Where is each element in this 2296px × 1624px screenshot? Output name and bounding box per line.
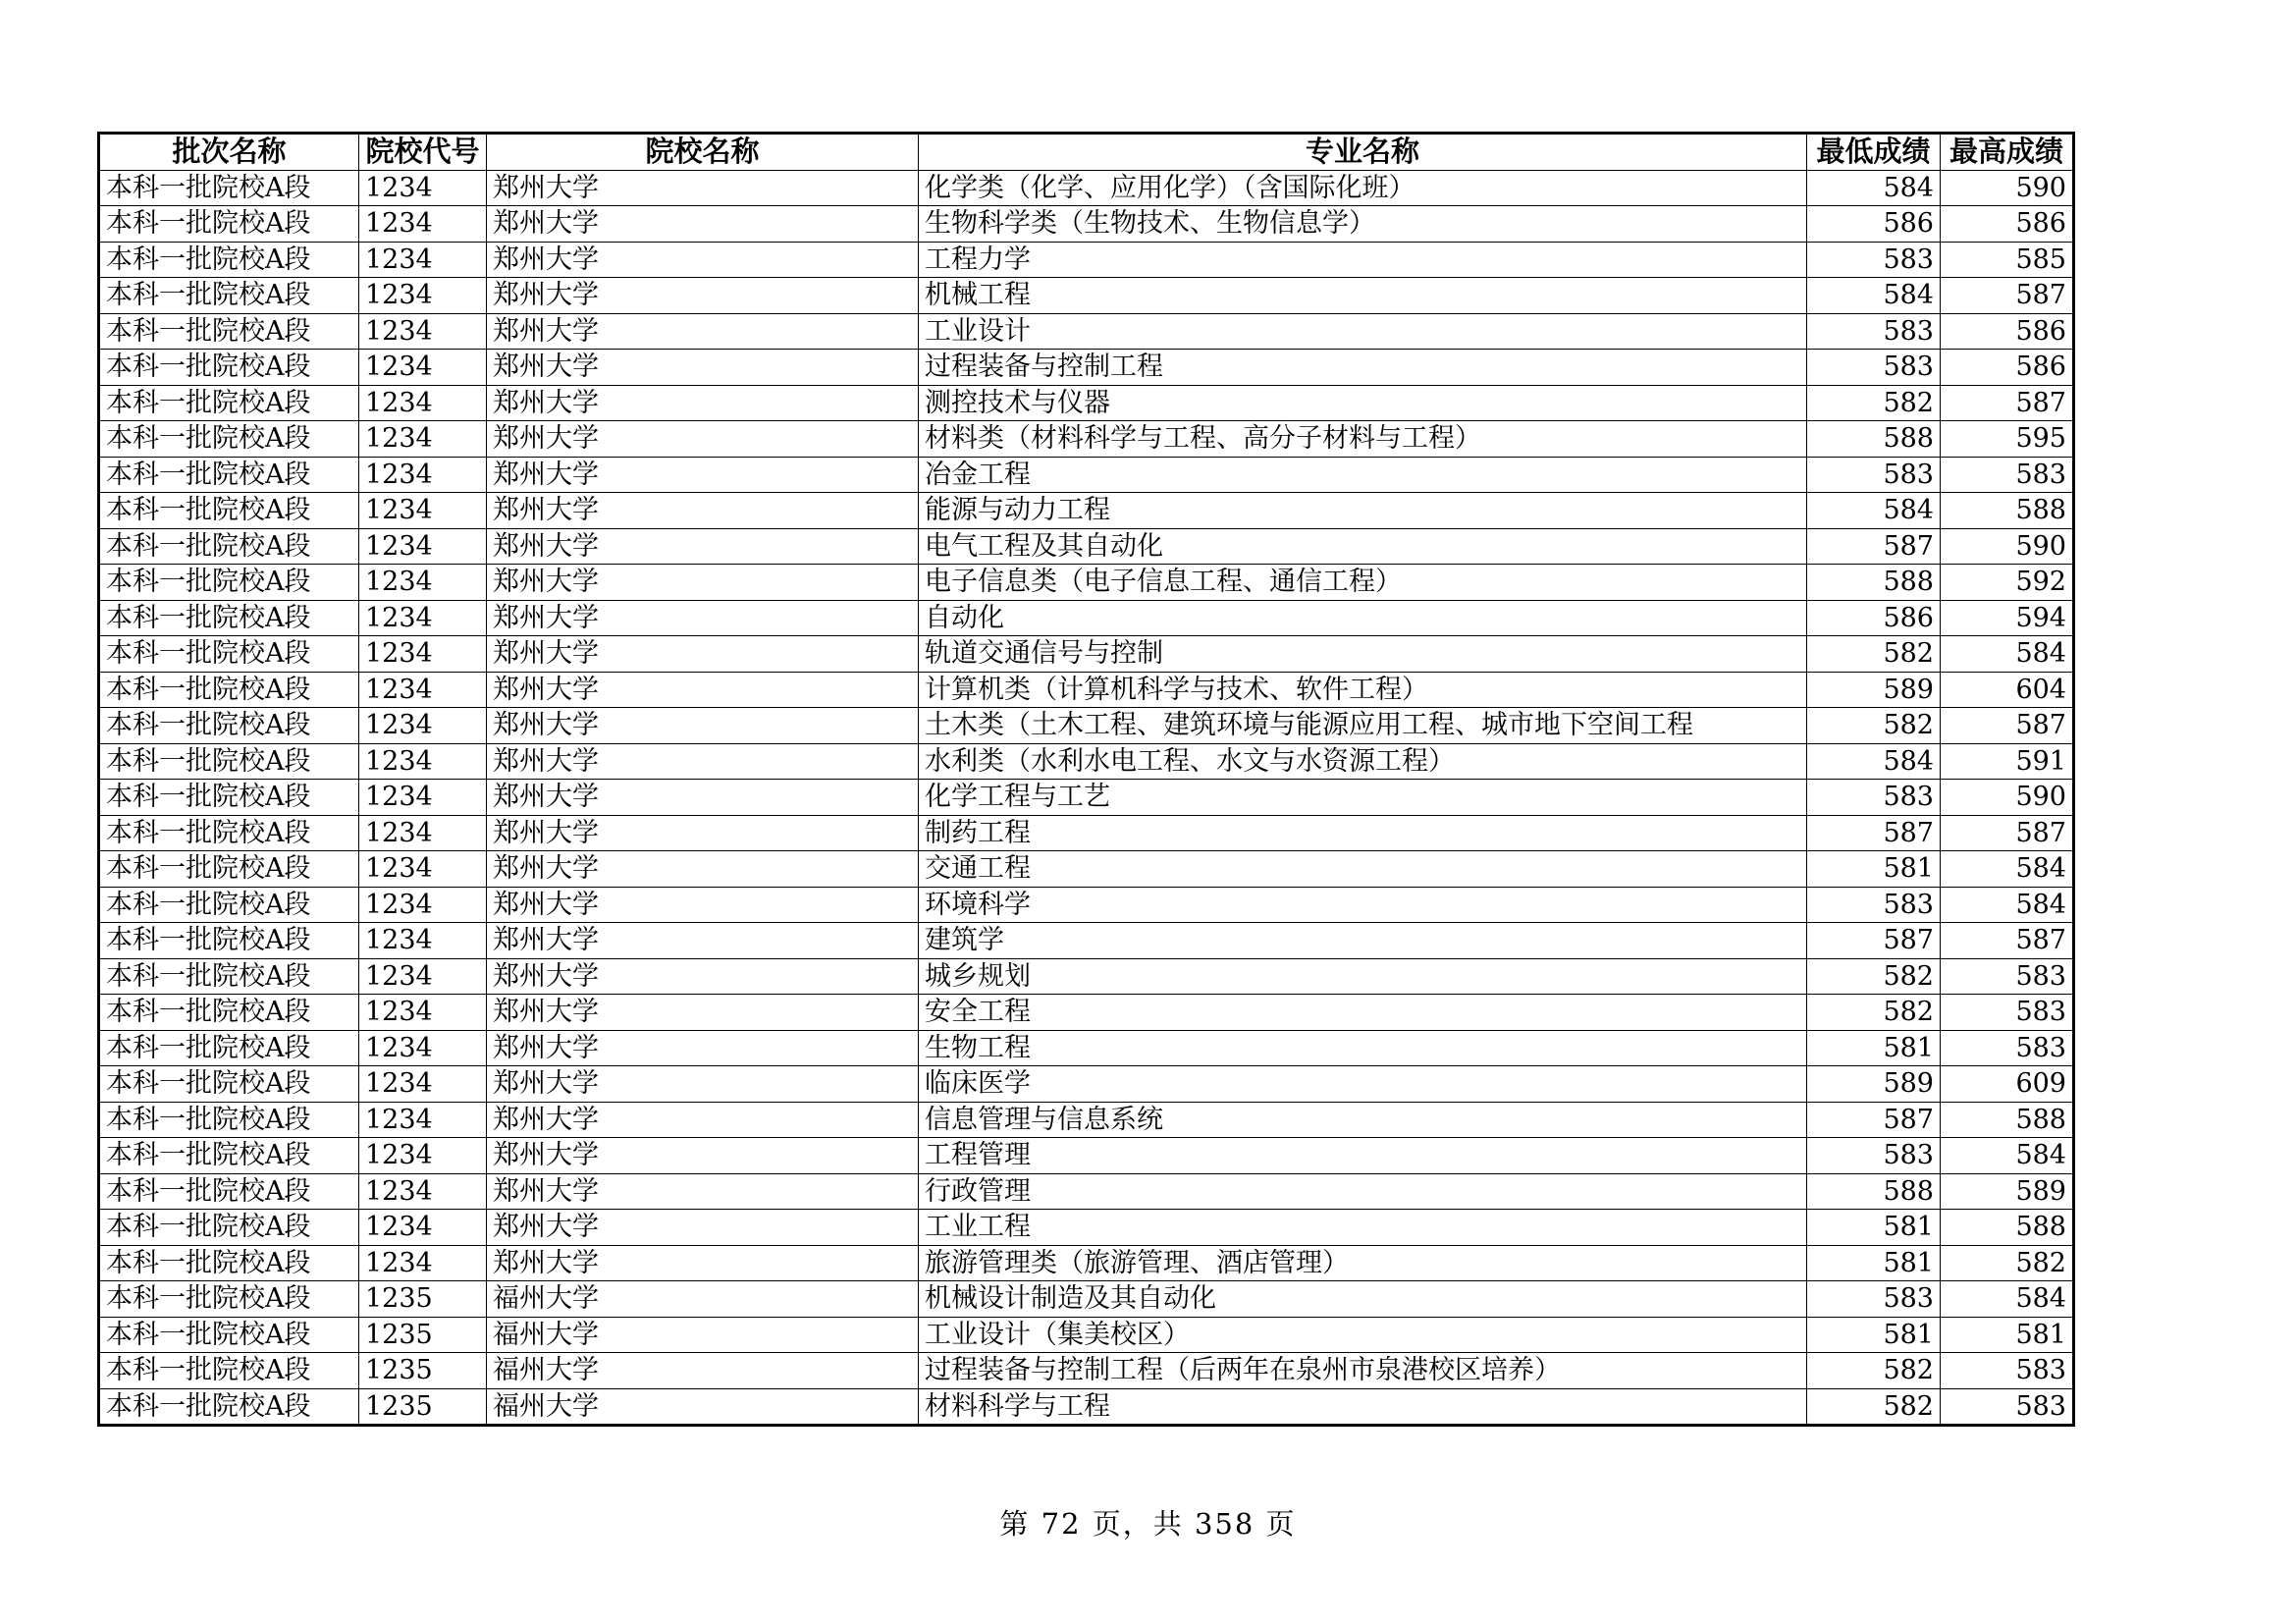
school-code-cell: 1234 <box>359 242 487 278</box>
batch-name-cell: 本科一批院校A段 <box>99 815 359 851</box>
major-name-cell: 电子信息类（电子信息工程、通信工程） <box>919 565 1807 601</box>
max-score-cell: 587 <box>1941 385 2074 421</box>
batch-name-cell: 本科一批院校A段 <box>99 528 359 565</box>
major-name-cell: 交通工程 <box>919 851 1807 888</box>
school-code-cell: 1234 <box>359 815 487 851</box>
school-code-cell: 1234 <box>359 995 487 1031</box>
max-score-cell: 583 <box>1941 1030 2074 1066</box>
school-name-cell: 郑州大学 <box>487 242 919 278</box>
max-score-cell: 591 <box>1941 743 2074 780</box>
table-row <box>99 780 2074 816</box>
school-name-cell: 郑州大学 <box>487 1066 919 1103</box>
major-name-cell: 化学工程与工艺 <box>919 780 1807 816</box>
batch-name-cell: 本科一批院校A段 <box>99 493 359 529</box>
school-code-cell: 1234 <box>359 636 487 673</box>
school-code-cell: 1234 <box>359 958 487 995</box>
major-name-cell: 过程装备与控制工程（后两年在泉州市泉港校区培养） <box>919 1353 1807 1389</box>
table-row <box>99 958 2074 995</box>
table-row <box>99 565 2074 601</box>
major-name-cell: 行政管理 <box>919 1173 1807 1210</box>
major-name-cell: 制药工程 <box>919 815 1807 851</box>
max-score-cell: 587 <box>1941 708 2074 744</box>
table-row <box>99 457 2074 493</box>
max-score-cell: 594 <box>1941 600 2074 636</box>
batch-name-cell: 本科一批院校A段 <box>99 600 359 636</box>
school-code-cell: 1234 <box>359 1138 487 1174</box>
school-code-cell: 1234 <box>359 1245 487 1281</box>
school-name-cell: 郑州大学 <box>487 170 919 206</box>
min-score-cell: 583 <box>1807 457 1941 493</box>
school-code-cell: 1234 <box>359 780 487 816</box>
major-name-cell: 水利类（水利水电工程、水文与水资源工程） <box>919 743 1807 780</box>
min-score-cell: 583 <box>1807 780 1941 816</box>
table-row <box>99 887 2074 923</box>
batch-name-cell: 本科一批院校A段 <box>99 1353 359 1389</box>
school-code-cell: 1234 <box>359 851 487 888</box>
school-code-cell: 1234 <box>359 421 487 458</box>
school-name-cell: 郑州大学 <box>487 565 919 601</box>
max-score-cell: 590 <box>1941 528 2074 565</box>
max-score-cell: 589 <box>1941 1173 2074 1210</box>
batch-name-cell: 本科一批院校A段 <box>99 1245 359 1281</box>
table-row <box>99 672 2074 708</box>
min-score-cell: 589 <box>1807 1066 1941 1103</box>
max-score-cell: 587 <box>1941 923 2074 959</box>
batch-name-cell: 本科一批院校A段 <box>99 1210 359 1246</box>
school-name-cell: 郑州大学 <box>487 1138 919 1174</box>
min-score-cell: 583 <box>1807 313 1941 350</box>
max-score-cell: 592 <box>1941 565 2074 601</box>
batch-name-cell: 本科一批院校A段 <box>99 1138 359 1174</box>
batch-name-cell: 本科一批院校A段 <box>99 780 359 816</box>
school-name-cell: 郑州大学 <box>487 1210 919 1246</box>
batch-name-cell: 本科一批院校A段 <box>99 421 359 458</box>
school-name-cell: 郑州大学 <box>487 1245 919 1281</box>
school-code-cell: 1234 <box>359 923 487 959</box>
max-score-cell: 583 <box>1941 995 2074 1031</box>
table-body <box>99 170 2074 1426</box>
max-score-cell: 586 <box>1941 206 2074 243</box>
major-name-cell: 环境科学 <box>919 887 1807 923</box>
min-score-cell: 581 <box>1807 851 1941 888</box>
max-score-cell: 581 <box>1941 1317 2074 1353</box>
school-name-cell: 郑州大学 <box>487 672 919 708</box>
min-score-cell: 581 <box>1807 1030 1941 1066</box>
max-score-cell: 609 <box>1941 1066 2074 1103</box>
max-score-cell: 590 <box>1941 780 2074 816</box>
table-row <box>99 995 2074 1031</box>
table-row <box>99 528 2074 565</box>
max-score-cell: 586 <box>1941 313 2074 350</box>
major-name-cell: 机械工程 <box>919 278 1807 314</box>
major-name-cell: 电气工程及其自动化 <box>919 528 1807 565</box>
batch-name-cell: 本科一批院校A段 <box>99 457 359 493</box>
table-row <box>99 206 2074 243</box>
batch-name-cell: 本科一批院校A段 <box>99 1030 359 1066</box>
school-name-cell: 福州大学 <box>487 1281 919 1318</box>
table-row <box>99 851 2074 888</box>
major-name-cell: 工程管理 <box>919 1138 1807 1174</box>
batch-name-cell: 本科一批院校A段 <box>99 851 359 888</box>
header-school-name: 院校名称 <box>487 134 919 171</box>
min-score-cell: 588 <box>1807 1173 1941 1210</box>
school-name-cell: 郑州大学 <box>487 887 919 923</box>
batch-name-cell: 本科一批院校A段 <box>99 1317 359 1353</box>
table-row <box>99 350 2074 386</box>
school-code-cell: 1235 <box>359 1353 487 1389</box>
major-name-cell: 工业设计（集美校区） <box>919 1317 1807 1353</box>
major-name-cell: 安全工程 <box>919 995 1807 1031</box>
major-name-cell: 化学类（化学、应用化学）（含国际化班） <box>919 170 1807 206</box>
min-score-cell: 584 <box>1807 493 1941 529</box>
major-name-cell: 自动化 <box>919 600 1807 636</box>
table-row <box>99 815 2074 851</box>
batch-name-cell: 本科一批院校A段 <box>99 385 359 421</box>
page-footer: 第 72 页，共 358 页 <box>999 1507 1297 1541</box>
school-code-cell: 1234 <box>359 887 487 923</box>
min-score-cell: 587 <box>1807 815 1941 851</box>
header-min-score: 最低成绩 <box>1807 134 1941 171</box>
min-score-cell: 589 <box>1807 672 1941 708</box>
max-score-cell: 587 <box>1941 815 2074 851</box>
batch-name-cell: 本科一批院校A段 <box>99 958 359 995</box>
min-score-cell: 582 <box>1807 636 1941 673</box>
school-name-cell: 郑州大学 <box>487 851 919 888</box>
min-score-cell: 583 <box>1807 1138 1941 1174</box>
batch-name-cell: 本科一批院校A段 <box>99 887 359 923</box>
batch-name-cell: 本科一批院校A段 <box>99 708 359 744</box>
batch-name-cell: 本科一批院校A段 <box>99 1102 359 1138</box>
table-header-row <box>99 134 2074 171</box>
school-code-cell: 1234 <box>359 600 487 636</box>
table-row <box>99 1317 2074 1353</box>
batch-name-cell: 本科一批院校A段 <box>99 995 359 1031</box>
school-code-cell: 1235 <box>359 1388 487 1426</box>
max-score-cell: 583 <box>1941 1388 2074 1426</box>
school-code-cell: 1234 <box>359 1102 487 1138</box>
max-score-cell: 584 <box>1941 887 2074 923</box>
max-score-cell: 588 <box>1941 493 2074 529</box>
school-code-cell: 1234 <box>359 528 487 565</box>
table-row <box>99 923 2074 959</box>
school-name-cell: 郑州大学 <box>487 600 919 636</box>
table-row <box>99 1102 2074 1138</box>
min-score-cell: 587 <box>1807 1102 1941 1138</box>
max-score-cell: 584 <box>1941 1138 2074 1174</box>
school-code-cell: 1234 <box>359 493 487 529</box>
school-name-cell: 郑州大学 <box>487 923 919 959</box>
school-name-cell: 郑州大学 <box>487 1173 919 1210</box>
max-score-cell: 588 <box>1941 1102 2074 1138</box>
school-name-cell: 福州大学 <box>487 1388 919 1426</box>
min-score-cell: 583 <box>1807 242 1941 278</box>
table-row <box>99 636 2074 673</box>
school-code-cell: 1234 <box>359 743 487 780</box>
table-row <box>99 1388 2074 1426</box>
max-score-cell: 586 <box>1941 350 2074 386</box>
batch-name-cell: 本科一批院校A段 <box>99 1281 359 1318</box>
major-name-cell: 轨道交通信号与控制 <box>919 636 1807 673</box>
min-score-cell: 588 <box>1807 565 1941 601</box>
min-score-cell: 583 <box>1807 887 1941 923</box>
min-score-cell: 588 <box>1807 421 1941 458</box>
batch-name-cell: 本科一批院校A段 <box>99 242 359 278</box>
school-code-cell: 1234 <box>359 708 487 744</box>
school-code-cell: 1234 <box>359 206 487 243</box>
school-name-cell: 郑州大学 <box>487 815 919 851</box>
header-max-score: 最高成绩 <box>1941 134 2074 171</box>
max-score-cell: 584 <box>1941 1281 2074 1318</box>
min-score-cell: 583 <box>1807 1281 1941 1318</box>
major-name-cell: 能源与动力工程 <box>919 493 1807 529</box>
min-score-cell: 586 <box>1807 600 1941 636</box>
header-batch-name: 批次名称 <box>99 134 359 171</box>
school-name-cell: 福州大学 <box>487 1353 919 1389</box>
batch-name-cell: 本科一批院校A段 <box>99 1066 359 1103</box>
batch-name-cell: 本科一批院校A段 <box>99 170 359 206</box>
max-score-cell: 584 <box>1941 851 2074 888</box>
header-major-name: 专业名称 <box>919 134 1807 171</box>
school-name-cell: 郑州大学 <box>487 1030 919 1066</box>
major-name-cell: 材料类（材料科学与工程、高分子材料与工程） <box>919 421 1807 458</box>
major-name-cell: 工程力学 <box>919 242 1807 278</box>
table-row <box>99 313 2074 350</box>
batch-name-cell: 本科一批院校A段 <box>99 1388 359 1426</box>
min-score-cell: 581 <box>1807 1245 1941 1281</box>
min-score-cell: 582 <box>1807 958 1941 995</box>
school-code-cell: 1234 <box>359 672 487 708</box>
min-score-cell: 586 <box>1807 206 1941 243</box>
batch-name-cell: 本科一批院校A段 <box>99 278 359 314</box>
table-row <box>99 1173 2074 1210</box>
school-code-cell: 1234 <box>359 1173 487 1210</box>
school-code-cell: 1234 <box>359 350 487 386</box>
min-score-cell: 587 <box>1807 528 1941 565</box>
school-code-cell: 1234 <box>359 1210 487 1246</box>
school-name-cell: 郑州大学 <box>487 636 919 673</box>
school-name-cell: 郑州大学 <box>487 313 919 350</box>
max-score-cell: 588 <box>1941 1210 2074 1246</box>
school-code-cell: 1234 <box>359 313 487 350</box>
major-name-cell: 土木类（土木工程、建筑环境与能源应用工程、城市地下空间工程 <box>919 708 1807 744</box>
major-name-cell: 冶金工程 <box>919 457 1807 493</box>
max-score-cell: 584 <box>1941 636 2074 673</box>
school-name-cell: 郑州大学 <box>487 528 919 565</box>
major-name-cell: 建筑学 <box>919 923 1807 959</box>
major-name-cell: 旅游管理类（旅游管理、酒店管理） <box>919 1245 1807 1281</box>
batch-name-cell: 本科一批院校A段 <box>99 350 359 386</box>
min-score-cell: 582 <box>1807 1388 1941 1426</box>
min-score-cell: 587 <box>1807 923 1941 959</box>
min-score-cell: 581 <box>1807 1317 1941 1353</box>
major-name-cell: 过程装备与控制工程 <box>919 350 1807 386</box>
major-name-cell: 生物工程 <box>919 1030 1807 1066</box>
min-score-cell: 584 <box>1807 170 1941 206</box>
table-row <box>99 278 2074 314</box>
min-score-cell: 582 <box>1807 995 1941 1031</box>
school-name-cell: 郑州大学 <box>487 350 919 386</box>
table-row <box>99 708 2074 744</box>
table-row <box>99 421 2074 458</box>
major-name-cell: 计算机类（计算机科学与技术、软件工程） <box>919 672 1807 708</box>
max-score-cell: 587 <box>1941 278 2074 314</box>
school-name-cell: 郑州大学 <box>487 385 919 421</box>
school-name-cell: 郑州大学 <box>487 457 919 493</box>
max-score-cell: 595 <box>1941 421 2074 458</box>
table-row <box>99 1030 2074 1066</box>
table-row <box>99 242 2074 278</box>
major-name-cell: 信息管理与信息系统 <box>919 1102 1807 1138</box>
min-score-cell: 582 <box>1807 708 1941 744</box>
max-score-cell: 583 <box>1941 457 2074 493</box>
table-row <box>99 170 2074 206</box>
min-score-cell: 581 <box>1807 1210 1941 1246</box>
table-row <box>99 1210 2074 1246</box>
school-name-cell: 郑州大学 <box>487 958 919 995</box>
table-row <box>99 743 2074 780</box>
table-row <box>99 385 2074 421</box>
major-name-cell: 临床医学 <box>919 1066 1807 1103</box>
school-name-cell: 郑州大学 <box>487 995 919 1031</box>
max-score-cell: 590 <box>1941 170 2074 206</box>
school-name-cell: 郑州大学 <box>487 278 919 314</box>
table-row <box>99 1353 2074 1389</box>
batch-name-cell: 本科一批院校A段 <box>99 565 359 601</box>
max-score-cell: 583 <box>1941 1353 2074 1389</box>
school-name-cell: 郑州大学 <box>487 743 919 780</box>
max-score-cell: 582 <box>1941 1245 2074 1281</box>
table-row <box>99 1066 2074 1103</box>
school-code-cell: 1234 <box>359 457 487 493</box>
school-name-cell: 郑州大学 <box>487 708 919 744</box>
school-code-cell: 1235 <box>359 1281 487 1318</box>
school-code-cell: 1234 <box>359 385 487 421</box>
major-name-cell: 城乡规划 <box>919 958 1807 995</box>
table-row <box>99 1281 2074 1318</box>
school-name-cell: 郑州大学 <box>487 206 919 243</box>
school-name-cell: 郑州大学 <box>487 1102 919 1138</box>
max-score-cell: 585 <box>1941 242 2074 278</box>
batch-name-cell: 本科一批院校A段 <box>99 923 359 959</box>
school-code-cell: 1235 <box>359 1317 487 1353</box>
table-row <box>99 1138 2074 1174</box>
batch-name-cell: 本科一批院校A段 <box>99 313 359 350</box>
table-row <box>99 600 2074 636</box>
batch-name-cell: 本科一批院校A段 <box>99 636 359 673</box>
major-name-cell: 材料科学与工程 <box>919 1388 1807 1426</box>
min-score-cell: 584 <box>1807 278 1941 314</box>
max-score-cell: 583 <box>1941 958 2074 995</box>
major-name-cell: 测控技术与仪器 <box>919 385 1807 421</box>
school-name-cell: 郑州大学 <box>487 493 919 529</box>
school-code-cell: 1234 <box>359 278 487 314</box>
major-name-cell: 机械设计制造及其自动化 <box>919 1281 1807 1318</box>
major-name-cell: 工业设计 <box>919 313 1807 350</box>
major-name-cell: 生物科学类（生物技术、生物信息学） <box>919 206 1807 243</box>
max-score-cell: 604 <box>1941 672 2074 708</box>
header-school-code: 院校代号 <box>359 134 487 171</box>
min-score-cell: 584 <box>1807 743 1941 780</box>
school-name-cell: 郑州大学 <box>487 780 919 816</box>
school-code-cell: 1234 <box>359 1030 487 1066</box>
batch-name-cell: 本科一批院校A段 <box>99 672 359 708</box>
min-score-cell: 583 <box>1807 350 1941 386</box>
school-name-cell: 福州大学 <box>487 1317 919 1353</box>
admission-score-table <box>97 132 2075 1427</box>
min-score-cell: 582 <box>1807 1353 1941 1389</box>
school-code-cell: 1234 <box>359 1066 487 1103</box>
school-name-cell: 郑州大学 <box>487 421 919 458</box>
school-code-cell: 1234 <box>359 170 487 206</box>
major-name-cell: 工业工程 <box>919 1210 1807 1246</box>
min-score-cell: 582 <box>1807 385 1941 421</box>
table-row <box>99 493 2074 529</box>
batch-name-cell: 本科一批院校A段 <box>99 206 359 243</box>
table-row <box>99 1245 2074 1281</box>
school-code-cell: 1234 <box>359 565 487 601</box>
batch-name-cell: 本科一批院校A段 <box>99 1173 359 1210</box>
batch-name-cell: 本科一批院校A段 <box>99 743 359 780</box>
